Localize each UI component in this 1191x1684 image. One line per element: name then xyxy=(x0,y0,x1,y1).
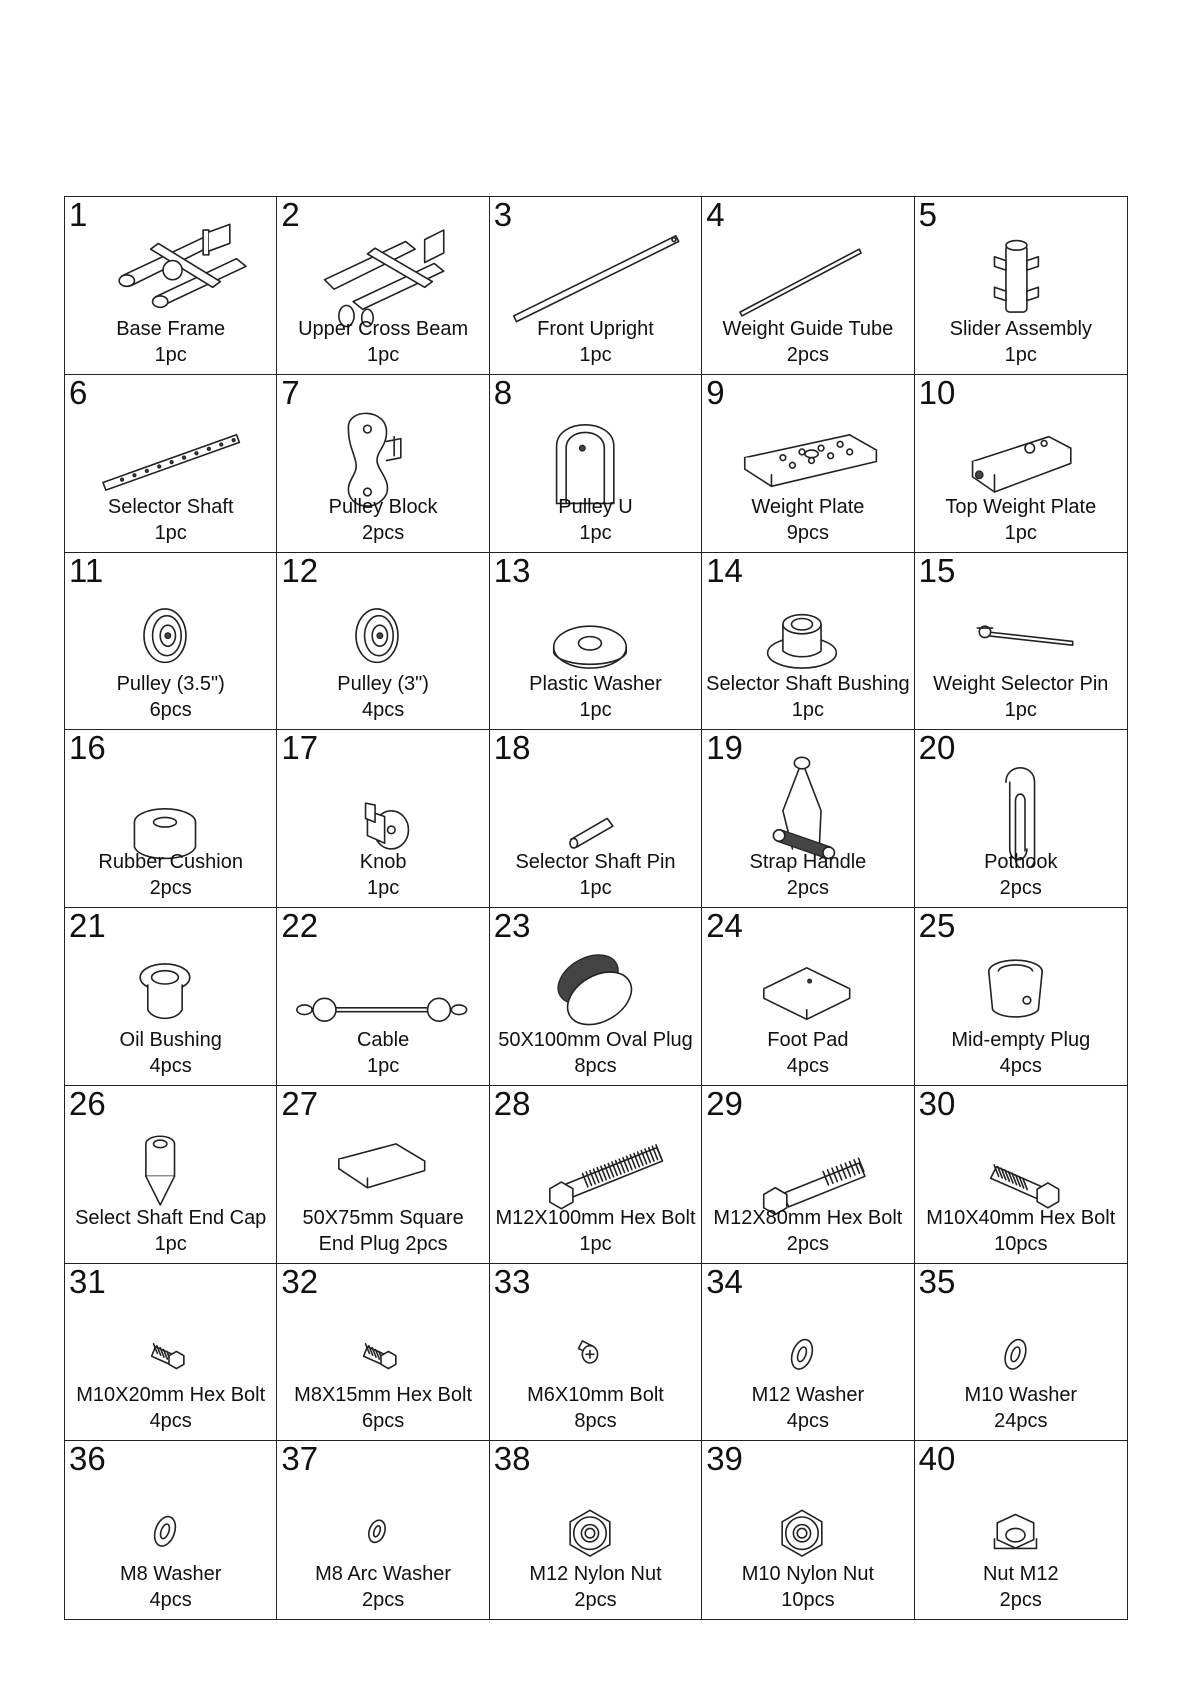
part-cell-39 xyxy=(702,1441,914,1619)
part-cell-27 xyxy=(277,1086,489,1264)
part-name: M10X20mm Hex Bolt xyxy=(76,1384,266,1407)
part-cell-37 xyxy=(277,1441,489,1619)
part-qty: 4pcs xyxy=(149,1410,192,1433)
part-name: Strap Handle xyxy=(749,851,867,873)
part-number: 20 xyxy=(918,730,956,767)
part-qty: 2pcs xyxy=(999,877,1042,899)
part-label xyxy=(65,671,276,723)
part-qty: 1pc xyxy=(579,521,612,544)
part-qty: 1pc xyxy=(579,699,612,722)
part-number: 28 xyxy=(493,1085,531,1122)
part-name: M12 Nylon Nut xyxy=(529,1563,662,1585)
part-cell-15 xyxy=(915,553,1127,731)
part-label xyxy=(915,1205,1127,1257)
part-qty: 2pcs xyxy=(149,877,192,899)
part-label xyxy=(915,1027,1127,1079)
part-cell-3 xyxy=(490,197,702,375)
part-qty: 24pcs xyxy=(994,1410,1048,1433)
part-cell-17 xyxy=(277,730,489,908)
part-cell-22 xyxy=(277,908,489,1086)
part-label xyxy=(702,1382,913,1434)
part-name: M6X10mm Bolt xyxy=(527,1384,664,1407)
part-qty: 2pcs xyxy=(361,521,405,544)
part-name: 50X100mm Oval Plug xyxy=(498,1028,693,1051)
part-label xyxy=(490,1027,701,1079)
part-label xyxy=(702,316,913,368)
part-label xyxy=(915,316,1127,368)
part-name: M12X80mm Hex Bolt xyxy=(713,1206,903,1229)
part-number: 5 xyxy=(918,197,937,233)
part-qty: 4pcs xyxy=(786,1410,830,1433)
part-name: Selector Shaft xyxy=(107,495,234,518)
part-name: Mid-empty Plug xyxy=(951,1028,1091,1051)
part-qty: 6pcs xyxy=(361,1410,405,1433)
part-qty: 6pcs xyxy=(149,699,192,722)
part-name: Base Frame xyxy=(116,317,226,340)
part-cell-16 xyxy=(65,730,277,908)
part-number: 4 xyxy=(706,197,725,233)
part-number: 21 xyxy=(69,908,106,944)
part-name: Rubber Cushion xyxy=(98,851,243,873)
part-label xyxy=(702,671,913,723)
part-cell-20 xyxy=(915,730,1127,908)
part-label xyxy=(490,316,701,368)
part-cell-9 xyxy=(702,375,914,553)
part-number: 18 xyxy=(493,730,531,767)
part-qty: 2pcs xyxy=(574,1589,617,1611)
part-number: 35 xyxy=(918,1263,956,1300)
part-qty: 4pcs xyxy=(149,1054,192,1077)
part-number: 2 xyxy=(281,197,300,233)
part-label xyxy=(277,1205,488,1257)
part-number: 6 xyxy=(69,374,88,411)
part-name: M10 Washer xyxy=(964,1384,1078,1407)
part-qty: 2pcs xyxy=(786,343,830,366)
part-qty: 8pcs xyxy=(574,1410,617,1433)
part-number: 8 xyxy=(493,374,513,411)
part-label xyxy=(702,849,913,901)
part-qty: 1pc xyxy=(1004,521,1037,544)
part-name: M12 Washer xyxy=(751,1384,865,1407)
part-number: 23 xyxy=(493,908,531,944)
part-cell-29 xyxy=(702,1086,914,1264)
part-qty: 1pc xyxy=(1004,343,1037,366)
part-name: Weight Selector Pin xyxy=(933,673,1109,696)
part-number: 3 xyxy=(493,197,513,233)
part-qty: 1pc xyxy=(579,343,612,366)
part-qty: End Plug 2pcs xyxy=(318,1232,448,1255)
part-cell-7 xyxy=(277,375,489,553)
part-label xyxy=(915,494,1127,546)
part-cell-31 xyxy=(65,1264,277,1442)
part-cell-40 xyxy=(915,1441,1127,1619)
part-name: 50X75mm Square xyxy=(302,1206,464,1229)
part-label xyxy=(277,1027,488,1079)
part-label xyxy=(915,1561,1127,1613)
part-number: 9 xyxy=(706,374,725,411)
part-cell-5 xyxy=(915,197,1127,375)
part-qty: 4pcs xyxy=(999,1054,1042,1077)
part-number: 15 xyxy=(918,552,956,589)
part-qty: 4pcs xyxy=(786,1054,830,1077)
part-cell-12 xyxy=(277,553,489,731)
part-qty: 1pc xyxy=(154,521,187,544)
part-label xyxy=(65,1027,276,1079)
part-cell-33 xyxy=(490,1264,702,1442)
part-label xyxy=(65,1205,276,1257)
part-name: M8 Washer xyxy=(119,1563,222,1585)
part-label xyxy=(490,849,701,901)
part-cell-8 xyxy=(490,375,702,553)
part-qty: 9pcs xyxy=(786,521,830,544)
part-label xyxy=(915,1382,1127,1434)
part-qty: 1pc xyxy=(791,699,825,722)
part-cell-21 xyxy=(65,908,277,1086)
part-name: Oil Bushing xyxy=(119,1028,222,1051)
part-number: 31 xyxy=(69,1263,106,1300)
part-cell-18 xyxy=(490,730,702,908)
part-cell-11 xyxy=(65,553,277,731)
part-qty: 1pc xyxy=(366,343,400,366)
part-number: 11 xyxy=(69,552,104,589)
part-number: 19 xyxy=(706,730,743,767)
part-name: M8X15mm Hex Bolt xyxy=(294,1384,473,1407)
part-number: 37 xyxy=(281,1441,319,1478)
part-number: 7 xyxy=(281,374,300,411)
part-name: Weight Guide Tube xyxy=(722,317,894,340)
part-cell-36 xyxy=(65,1441,277,1619)
part-label xyxy=(490,1205,701,1257)
part-cell-32 xyxy=(277,1264,489,1442)
part-cell-19 xyxy=(702,730,914,908)
part-number: 32 xyxy=(281,1263,319,1300)
part-cell-23 xyxy=(490,908,702,1086)
part-qty: 2pcs xyxy=(361,1589,405,1611)
part-number: 38 xyxy=(493,1441,531,1478)
part-qty: 10pcs xyxy=(781,1589,835,1611)
part-qty: 1pc xyxy=(579,1232,612,1255)
part-number: 33 xyxy=(493,1263,531,1300)
part-name: Knob xyxy=(359,851,407,873)
part-label xyxy=(277,1561,488,1613)
part-name: Pulley Block xyxy=(328,495,438,518)
part-cell-13 xyxy=(490,553,702,731)
part-label xyxy=(702,1205,913,1257)
part-label xyxy=(65,1382,276,1434)
part-number: 10 xyxy=(918,374,956,411)
part-qty: 4pcs xyxy=(361,699,405,722)
part-name: Pothook xyxy=(984,851,1058,873)
part-number: 26 xyxy=(69,1085,106,1122)
part-number: 30 xyxy=(918,1085,956,1122)
part-number: 16 xyxy=(69,730,106,767)
part-name: M10 Nylon Nut xyxy=(741,1563,875,1585)
part-cell-2 xyxy=(277,197,489,375)
part-label xyxy=(277,671,488,723)
parts-grid xyxy=(64,196,1128,1620)
part-name: Pulley U xyxy=(558,495,633,518)
part-qty: 1pc xyxy=(154,1232,187,1255)
part-name: Pulley (3.5") xyxy=(116,673,225,696)
part-cell-35 xyxy=(915,1264,1127,1442)
part-name: Pulley (3") xyxy=(337,673,429,696)
part-label xyxy=(702,1561,913,1613)
part-label xyxy=(915,849,1127,901)
part-number: 1 xyxy=(69,197,88,233)
part-label xyxy=(702,494,913,546)
part-label xyxy=(277,316,488,368)
part-qty: 8pcs xyxy=(574,1054,617,1077)
part-number: 27 xyxy=(281,1085,319,1122)
part-cell-6 xyxy=(65,375,277,553)
part-cell-4 xyxy=(702,197,914,375)
part-number: 13 xyxy=(493,552,531,589)
part-number: 17 xyxy=(281,730,319,767)
part-label xyxy=(65,849,276,901)
part-name: Top Weight Plate xyxy=(945,495,1097,518)
part-number: 39 xyxy=(706,1441,743,1478)
part-name: M12X100mm Hex Bolt xyxy=(495,1206,696,1229)
part-number: 36 xyxy=(69,1441,106,1478)
part-name: Selector Shaft Pin xyxy=(515,851,676,873)
part-number: 14 xyxy=(706,552,743,589)
part-cell-14 xyxy=(702,553,914,731)
part-cell-30 xyxy=(915,1086,1127,1264)
part-qty: 2pcs xyxy=(786,1232,830,1255)
part-cell-28 xyxy=(490,1086,702,1264)
part-qty: 1pc xyxy=(154,343,187,366)
part-qty: 2pcs xyxy=(786,877,830,899)
part-label xyxy=(490,494,701,546)
part-name: Nut M12 xyxy=(982,1563,1059,1585)
part-name: Select Shaft End Cap xyxy=(75,1206,267,1229)
part-qty: 1pc xyxy=(579,877,612,899)
part-qty: 4pcs xyxy=(149,1589,192,1611)
part-name: Upper Cross Beam xyxy=(298,317,469,340)
part-label xyxy=(277,494,488,546)
part-name: Slider Assembly xyxy=(949,317,1092,340)
part-label xyxy=(915,671,1127,723)
part-name: Weight Plate xyxy=(751,495,865,518)
part-qty: 2pcs xyxy=(999,1589,1042,1611)
part-qty: 1pc xyxy=(366,1054,400,1077)
part-label xyxy=(490,1382,701,1434)
part-name: Cable xyxy=(356,1028,410,1051)
part-label xyxy=(65,1561,276,1613)
part-cell-34 xyxy=(702,1264,914,1442)
part-number: 25 xyxy=(918,908,956,944)
part-cell-38 xyxy=(490,1441,702,1619)
part-number: 22 xyxy=(281,908,319,944)
part-name: Plastic Washer xyxy=(529,673,662,696)
part-label xyxy=(277,849,488,901)
part-cell-25 xyxy=(915,908,1127,1086)
part-qty: 1pc xyxy=(1004,699,1037,722)
part-label xyxy=(490,671,701,723)
part-name: M8 Arc Washer xyxy=(315,1563,452,1585)
part-name: M10X40mm Hex Bolt xyxy=(926,1206,1116,1229)
part-label xyxy=(65,494,276,546)
part-cell-10 xyxy=(915,375,1127,553)
part-label xyxy=(490,1561,701,1613)
part-name: Front Upright xyxy=(537,317,654,340)
part-label xyxy=(277,1382,488,1434)
part-qty: 1pc xyxy=(366,877,400,899)
part-name: Foot Pad xyxy=(767,1028,849,1051)
part-number: 40 xyxy=(918,1441,956,1478)
part-name: Selector Shaft Bushing xyxy=(706,673,910,696)
part-label xyxy=(702,1027,913,1079)
part-number: 24 xyxy=(706,908,743,944)
part-number: 29 xyxy=(706,1085,743,1122)
part-label xyxy=(65,316,276,368)
part-number: 12 xyxy=(281,552,319,589)
part-number: 34 xyxy=(706,1263,743,1300)
part-qty: 10pcs xyxy=(994,1232,1048,1255)
part-cell-26 xyxy=(65,1086,277,1264)
part-cell-24 xyxy=(702,908,914,1086)
part-cell-1 xyxy=(65,197,277,375)
